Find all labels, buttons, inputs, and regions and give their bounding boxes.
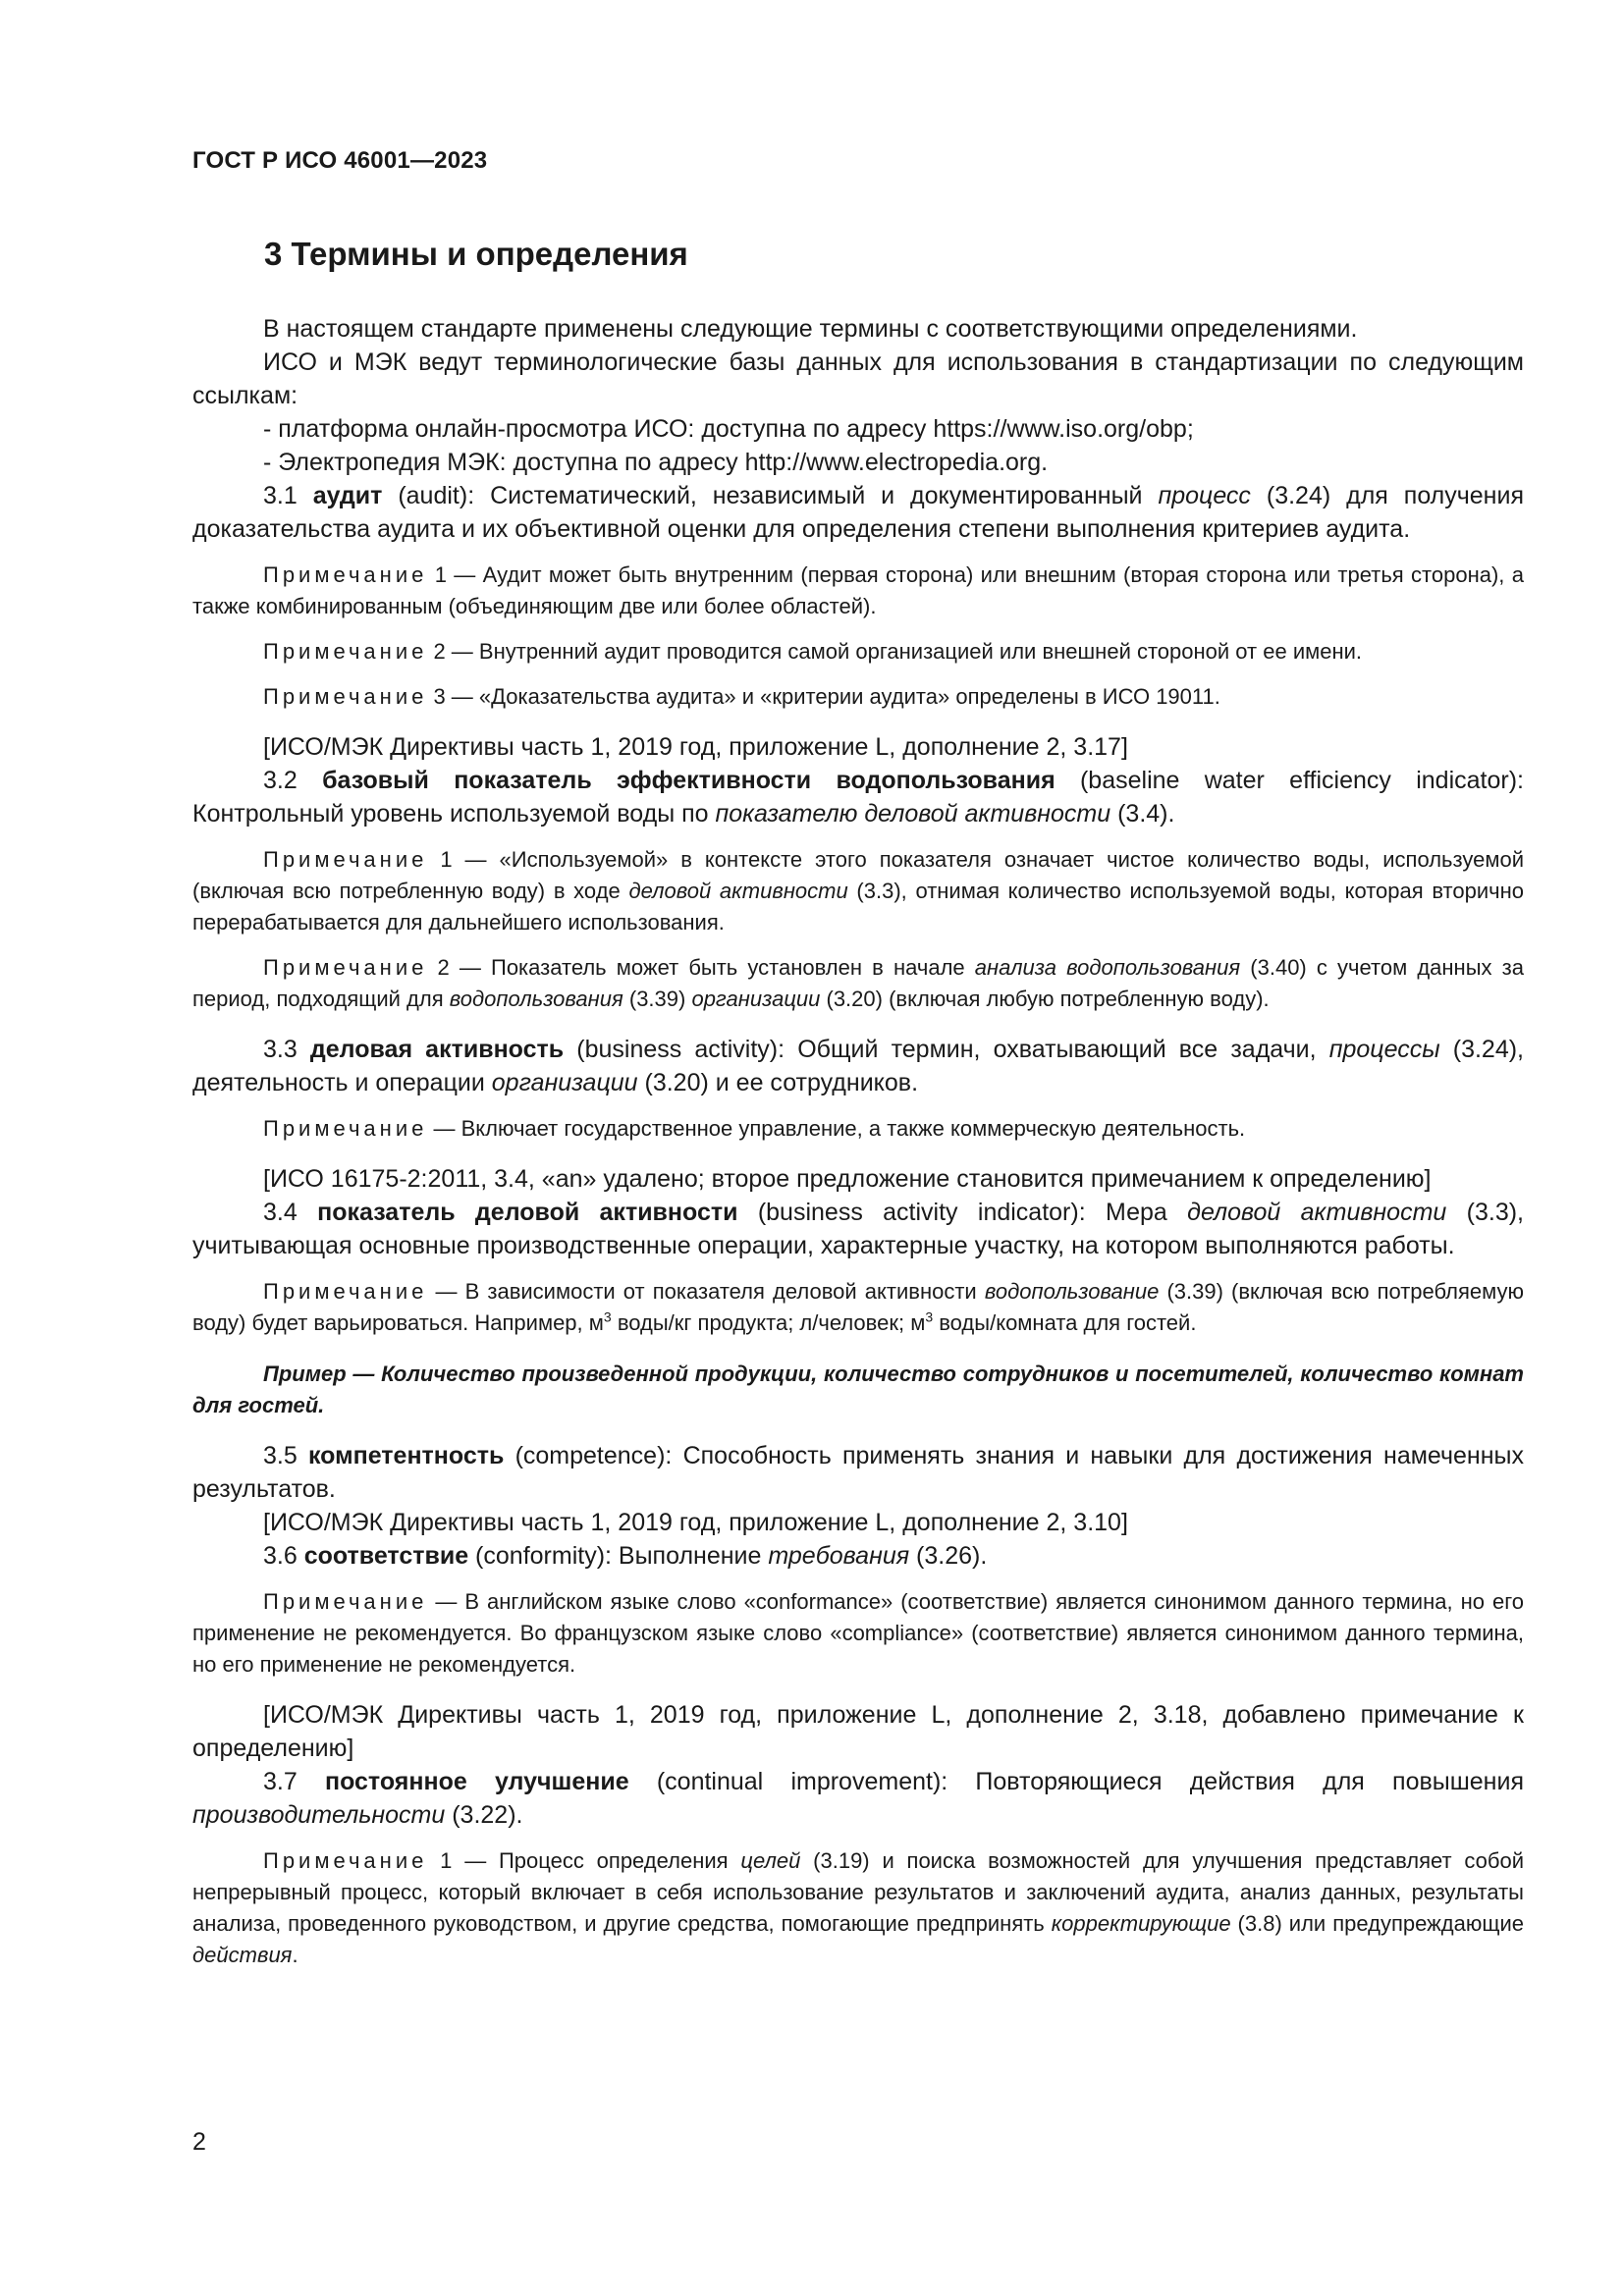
term-name: показатель деловой активности — [317, 1199, 738, 1226]
term-name: компетентность — [308, 1442, 505, 1469]
term-entry-3-4: 3.4 показатель деловой активности (business activity indicator): Мера деловой активности (3.3), учитывающая основные производственные операции, характерные участку, на котором выполняются работы. — [192, 1199, 1525, 1259]
reference-list-item: - Электропедия МЭК: доступна по адресу http://www.electropedia.org. — [263, 449, 1049, 476]
term-name: аудит — [312, 482, 383, 509]
document-code: ГОСТ Р ИСО 46001—2023 — [192, 147, 488, 174]
term-source: [ИСО/МЭК Директивы часть 1, 2019 год, приложение L, дополнение 2, 3.18, добавлено примечание к определению] — [192, 1701, 1524, 1762]
term-entry-3-7: 3.7 постоянное улучшение (continual improvement): Повторяющиеся действия для повышения производительности (3.22). — [192, 1768, 1524, 1829]
term-source: [ИСО/МЭК Директивы часть 1, 2019 год, приложение L, дополнение 2, 3.10] — [263, 1509, 1128, 1536]
term-note: Примечание — В зависимости от показателя деловой активности водопользование (3.39) (включая всю потребляемую воду) будет варьироваться. Например, $м^3$ воды/кг продукта; л/человек; $м^3$ воды/комната для гостей. — [192, 1279, 1524, 1335]
intro-paragraph: В настоящем стандарте применены следующие термины с соответствующими определениями. — [263, 315, 1358, 343]
document-page — [192, 147, 1524, 1971]
term-entry-3-1: 3.1 аудит (audit): Систематический, независимый и документированный процесс (3.24) для получения доказательства аудита и их объективной оценки для определения степени выполнения критериев аудита. — [192, 482, 1524, 543]
term-entry-3-2: 3.2 базовый показатель эффективности водопользования (baseline water efficiency indicator): Контрольный уровень используемой воды по показателю деловой активности (3.4). — [192, 767, 1524, 828]
term-note: Примечание 2 — Внутренний аудит проводится самой организацией или внешней стороной от ее имени. — [263, 639, 1363, 664]
term-entry-3-3: 3.3 деловая активность (business activity): Общий термин, охватывающий все задачи, процессы (3.24), деятельность и операции организации (3.20) и ее сотрудников. — [192, 1036, 1524, 1096]
reference-list-item: - платформа онлайн-просмотра ИСО: доступна по адресу https://www.iso.org/obp; — [263, 415, 1194, 443]
term-name: постоянное улучшение — [324, 1768, 629, 1795]
term-note: Примечание 1 — Процесс определения целей (3.19) и поиска возможностей для улучшения представляет собой непрерывный процесс, который включает в себя использование результатов и заключений аудита, анализ данных, результаты анализа, проведенного руководством, и другие средства, помогающие предпринять корректирующие (3.8) или предупреждающие действия. — [192, 1848, 1524, 1967]
term-note: Примечание 1 — Аудит может быть внутренним (первая сторона) или внешним (вторая сторона или третья сторона), а также комбинированным (объединяющим две или более областей). — [192, 562, 1524, 618]
term-note: Примечание 2 — Показатель может быть установлен в начале анализа водопользования (3.40) с учетом данных за период, подходящий для водопользования (3.39) организации (3.20) (включая любую потребленную воду). — [192, 955, 1524, 1011]
term-note: Примечание — В английском языке слово «conformance» (соответствие) является синонимом данного термина, но его применение не рекомендуется. Во французском языке слово «compliance» (соответствие) является синонимом данного термина, но его применение не рекомендуется. — [192, 1589, 1524, 1677]
intro-paragraph: ИСО и МЭК ведут терминологические базы данных для использования в стандартизации по следующим ссылкам: — [192, 348, 1524, 409]
page-number: 2 — [192, 2128, 206, 2156]
term-name: соответствие — [303, 1542, 469, 1570]
term-entry-3-6: 3.6 соответствие (conformity): Выполнение требования (3.26). — [263, 1542, 988, 1570]
term-name: базовый показатель эффективности водопользования — [322, 767, 1056, 794]
section-title: 3 Термины и определения — [264, 236, 688, 272]
term-reference: показателю деловой активности — [715, 800, 1111, 828]
term-source: [ИСО 16175-2:2011, 3.4, «an» удалено; второе предложение становится примечанием к определению] — [263, 1165, 1432, 1193]
term-reference: процесс — [1158, 482, 1251, 509]
term-note: Примечание 1 — «Используемой» в контексте этого показателя означает чистое количество воды, используемой (включая всю потребленную воду) в ходе деловой активности (3.3), отнимая количество используемой воды, которая вторично перерабатывается для дальнейшего использования. — [192, 847, 1524, 934]
term-entry-3-5: 3.5 компетентность (competence): Способность применять знания и навыки для достижения намеченных результатов. — [192, 1442, 1524, 1503]
term-name: деловая активность — [309, 1036, 565, 1063]
term-source: [ИСО/МЭК Директивы часть 1, 2019 год, приложение L, дополнение 2, 3.17] — [263, 733, 1128, 761]
term-note: Примечание 3 — «Доказательства аудита» и «критерии аудита» определены в ИСО 19011. — [263, 684, 1220, 709]
term-note: Примечание — Включает государственное управление, а также коммерческую деятельность. — [263, 1116, 1246, 1141]
term-example: Пример — Количество произведенной продукции, количество сотрудников и посетителей, количество комнат для гостей. — [192, 1362, 1524, 1417]
